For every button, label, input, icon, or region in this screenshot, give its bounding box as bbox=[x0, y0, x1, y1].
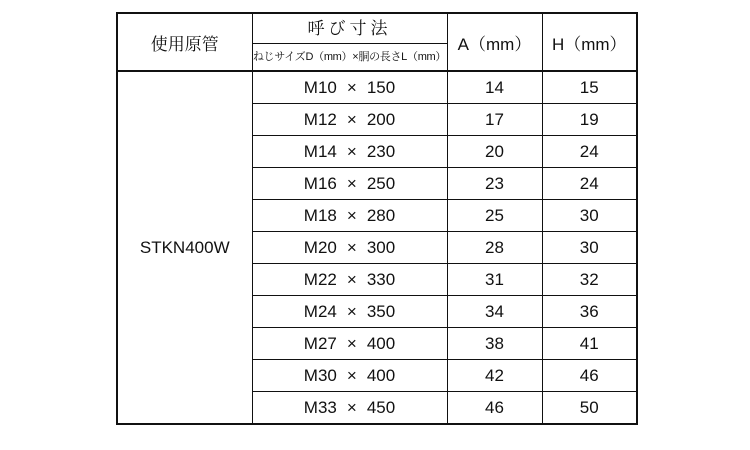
material-header: 使用原管 bbox=[117, 13, 252, 71]
a-value-cell: 28 bbox=[447, 232, 542, 264]
a-value-cell: 46 bbox=[447, 392, 542, 425]
thread-size: M22 bbox=[303, 269, 337, 289]
header-row bbox=[117, 13, 637, 71]
nominal-size-cell bbox=[252, 168, 447, 200]
times-sign: × bbox=[346, 205, 357, 225]
thread-size: M24 bbox=[303, 301, 337, 321]
nominal-header-subtitle: ねじサイズD（mm）×胴の長さL（mm） bbox=[252, 50, 447, 63]
a-value-cell: 31 bbox=[447, 264, 542, 296]
h-value-cell: 24 bbox=[542, 168, 637, 200]
a-value-cell: 42 bbox=[447, 360, 542, 392]
h-value-cell: 36 bbox=[542, 296, 637, 328]
h-value-cell: 30 bbox=[542, 232, 637, 264]
nominal-size-cell bbox=[252, 296, 447, 328]
nominal-size-cell bbox=[252, 71, 447, 104]
times-sign: × bbox=[346, 333, 357, 353]
spec-table bbox=[116, 12, 638, 425]
thread-size: M14 bbox=[303, 141, 337, 161]
thread-size: M16 bbox=[303, 173, 337, 193]
body-length: 230 bbox=[366, 141, 396, 161]
body-length: 200 bbox=[366, 109, 396, 129]
body-length: 330 bbox=[366, 269, 396, 289]
nominal-header bbox=[252, 13, 447, 71]
body-length: 450 bbox=[366, 397, 396, 417]
h-value-cell: 19 bbox=[542, 104, 637, 136]
h-header: H（mm） bbox=[542, 13, 637, 71]
h-value-cell: 24 bbox=[542, 136, 637, 168]
thread-size: M20 bbox=[303, 237, 337, 257]
body-length: 150 bbox=[366, 77, 396, 97]
body-length: 400 bbox=[366, 333, 396, 353]
nominal-size-cell bbox=[252, 360, 447, 392]
a-value-cell: 25 bbox=[447, 200, 542, 232]
nominal-size-cell bbox=[252, 104, 447, 136]
a-value-cell: 17 bbox=[447, 104, 542, 136]
h-value-cell: 50 bbox=[542, 392, 637, 425]
nominal-size-cell bbox=[252, 200, 447, 232]
nominal-size-cell bbox=[252, 392, 447, 425]
nominal-size-cell bbox=[252, 264, 447, 296]
thread-size: M12 bbox=[303, 109, 337, 129]
times-sign: × bbox=[346, 365, 357, 385]
nominal-size-cell bbox=[252, 232, 447, 264]
h-value-cell: 46 bbox=[542, 360, 637, 392]
times-sign: × bbox=[346, 301, 357, 321]
thread-size: M30 bbox=[303, 365, 337, 385]
times-sign: × bbox=[346, 77, 357, 97]
a-value-cell: 20 bbox=[447, 136, 542, 168]
nominal-size-cell bbox=[252, 136, 447, 168]
body-length: 280 bbox=[366, 205, 396, 225]
h-value-cell: 15 bbox=[542, 71, 637, 104]
thread-size: M27 bbox=[303, 333, 337, 353]
material-cell: STKN400W bbox=[117, 71, 252, 424]
table-row bbox=[117, 71, 637, 104]
body-length: 350 bbox=[366, 301, 396, 321]
table-body bbox=[117, 71, 637, 424]
h-value-cell: 41 bbox=[542, 328, 637, 360]
thread-size: M10 bbox=[303, 77, 337, 97]
h-value-cell: 30 bbox=[542, 200, 637, 232]
a-value-cell: 34 bbox=[447, 296, 542, 328]
body-length: 300 bbox=[366, 237, 396, 257]
a-value-cell: 23 bbox=[447, 168, 542, 200]
times-sign: × bbox=[346, 173, 357, 193]
h-value-cell: 32 bbox=[542, 264, 637, 296]
nominal-size-cell bbox=[252, 328, 447, 360]
thread-size: M33 bbox=[303, 397, 337, 417]
a-value-cell: 38 bbox=[447, 328, 542, 360]
body-length: 250 bbox=[366, 173, 396, 193]
times-sign: × bbox=[346, 237, 357, 257]
a-value-cell: 14 bbox=[447, 71, 542, 104]
times-sign: × bbox=[346, 141, 357, 161]
a-header: A（mm） bbox=[447, 13, 542, 71]
times-sign: × bbox=[346, 269, 357, 289]
nominal-header-title: 呼び寸法 bbox=[253, 15, 447, 44]
times-sign: × bbox=[346, 397, 357, 417]
thread-size: M18 bbox=[303, 205, 337, 225]
body-length: 400 bbox=[366, 365, 396, 385]
times-sign: × bbox=[346, 109, 357, 129]
